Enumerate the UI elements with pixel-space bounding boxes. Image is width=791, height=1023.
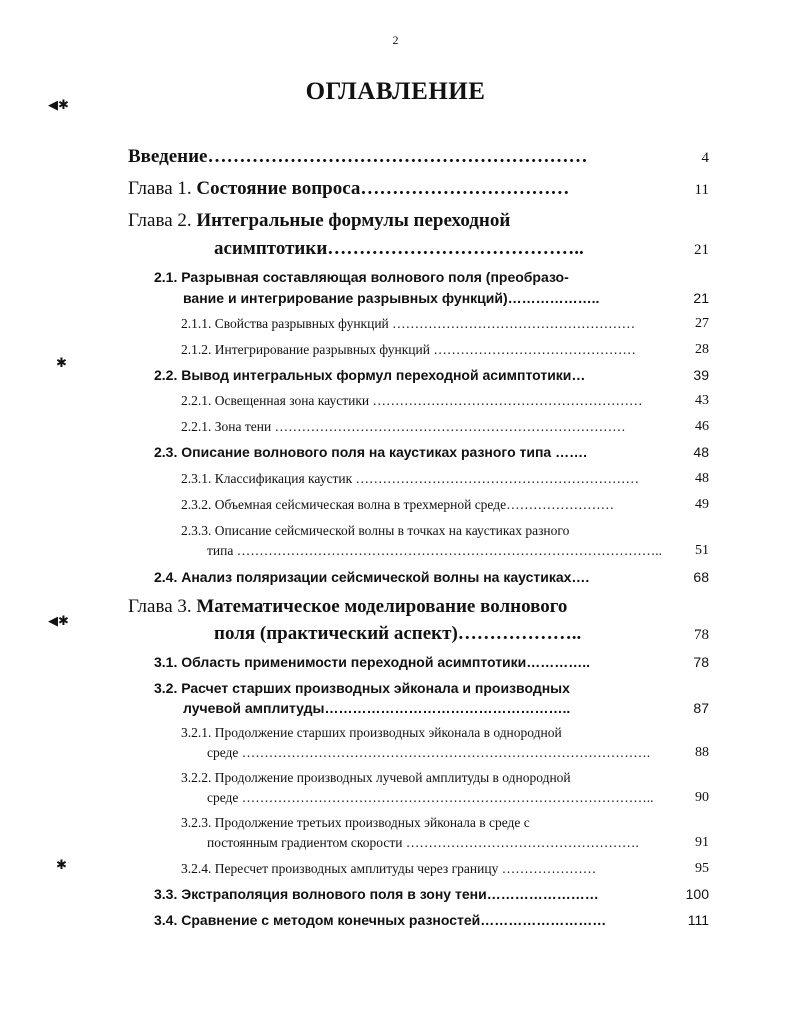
entry-page: 21 (694, 242, 709, 258)
page-number: 2 (392, 33, 399, 47)
entry-label: 2.3.3. Описание сейсмической волны в точках на каустиках разного (181, 523, 570, 538)
entry-label: Интегральные формулы переходной (196, 210, 511, 231)
dot-leader: …………………………………………………… (369, 393, 643, 408)
entry-label: 3.2.2. Продолжение производных лучевой амплитуды в однородной (181, 770, 571, 785)
entry-label: среде (207, 790, 239, 805)
chapter-prefix: Глава 1. (128, 178, 197, 199)
dot-leader: ……………………………………………… (388, 316, 636, 331)
entry-label: 2.3.1. Классификация каустик (181, 471, 353, 486)
entry-label: Состояние вопроса (196, 178, 361, 199)
entry-page: 46 (695, 419, 709, 434)
dot-leader: ………………………………………………………………………………….. (233, 543, 662, 558)
dot-leader: …………………………………………….. (324, 700, 571, 716)
entry-label: типа (207, 543, 234, 558)
margin-mark: ✱ (56, 858, 67, 873)
chapter-prefix: Глава 2. (128, 210, 197, 231)
entry-page: 91 (695, 835, 709, 850)
entry-label: 2.2.1. Освещенная зона каустики (181, 393, 370, 408)
entry-page: 111 (687, 912, 709, 928)
entry-label: 2.1. Разрывная составляющая волнового поля (преобразо- (154, 269, 569, 285)
entry-page: 21 (693, 290, 709, 306)
dot-leader: … (571, 367, 586, 383)
dot-leader: ……. (551, 444, 588, 460)
page-title: ОГЛАВЛЕНИЕ (305, 78, 486, 105)
entry-label: 2.3. Описание волнового поля на каустиках разного типа (154, 444, 552, 460)
entry-page: 87 (693, 700, 709, 716)
dot-leader: …………………… (486, 886, 599, 902)
entry-label: 3.1. Область применимости переходной асимптотики (154, 654, 527, 670)
entry-page: 100 (685, 886, 709, 902)
entry-label: 2.1.1. Свойства разрывных функций (181, 316, 389, 331)
entry-page: 43 (695, 393, 709, 408)
dot-leader: …………………………… (360, 178, 570, 199)
entry-page: 49 (695, 497, 709, 512)
margin-mark: ◀✱ (48, 98, 69, 113)
dot-leader: ……………………… (480, 912, 607, 928)
entry-label: 3.3. Экстраполяция волнового поля в зону тени (154, 886, 487, 902)
entry-label: 2.1.2. Интегрирование разрывных функций (181, 342, 430, 357)
dot-leader: ……………….. (457, 623, 582, 644)
entry-label: 2.2. Вывод интегральных формул переходной асимптотики (154, 367, 572, 383)
entry-label: постоянным градиентом скорости (207, 835, 403, 850)
entry-label: лучевой амплитуды (183, 700, 325, 716)
dot-leader: ……………………………………………. (402, 835, 639, 850)
entry-page: 11 (694, 182, 709, 198)
entry-label: среде (207, 745, 239, 760)
dot-leader: …………………………………………………………………… (271, 419, 626, 434)
entry-label: 2.3.2. Объемная сейсмическая волна в трехмерной среде (181, 497, 507, 512)
entry-page: 88 (695, 745, 709, 760)
entry-label: 2.2.1. Зона тени (181, 419, 272, 434)
dot-leader: ………………… (498, 861, 597, 876)
dot-leader: ………….. (526, 654, 591, 670)
entry-label: 2.4. Анализ поляризации сейсмической волны на каустиках (154, 569, 572, 585)
dot-leader: …………………… (506, 497, 615, 512)
entry-label: Введение (128, 146, 208, 167)
entry-page: 68 (693, 569, 709, 585)
entry-page: 78 (694, 627, 709, 643)
entry-page: 48 (693, 444, 709, 460)
dot-leader: ………………………………………………………………………………. (238, 745, 651, 760)
chapter-prefix: Глава 3. (128, 596, 197, 617)
entry-label: 3.2.3. Продолжение третьих производных эйконала в среде с (181, 815, 530, 830)
entry-page: 39 (693, 367, 709, 383)
entry-page: 27 (695, 316, 709, 331)
dot-leader: ……………………………………………………… (352, 471, 640, 486)
dot-leader: …………………………………………………… (207, 146, 588, 167)
entry-label: поля (практический аспект) (214, 623, 458, 644)
entry-label: асимптотики (214, 238, 328, 259)
entry-page: 28 (695, 342, 709, 357)
entry-label: 3.2.4. Пересчет производных амплитуды через границу (181, 861, 499, 876)
margin-mark: ◀✱ (48, 614, 69, 629)
entry-page: 51 (695, 543, 709, 558)
entry-label: Математическое моделирование волнового (196, 596, 568, 617)
margin-mark: ✱ (56, 356, 67, 371)
dot-leader: ……………….. (507, 290, 600, 306)
entry-page: 48 (695, 471, 709, 486)
dot-leader: ……………………………………………………………………………….. (238, 790, 654, 805)
entry-label: 3.2. Расчет старших производных эйконала и производных (154, 680, 570, 696)
entry-page: 95 (695, 861, 709, 876)
entry-label: 3.4. Сравнение с методом конечных разностей (154, 912, 481, 928)
entry-page: 78 (693, 654, 709, 670)
dot-leader: …. (571, 569, 590, 585)
entry-label: вание и интегрирование разрывных функций) (183, 290, 508, 306)
entry-page: 90 (695, 790, 709, 805)
entry-page: 4 (701, 150, 709, 166)
dot-leader: ……………………………………… (429, 342, 636, 357)
entry-label: 3.2.1. Продолжение старших производных эйконала в однородной (181, 725, 562, 740)
dot-leader: ………………………………….. (327, 238, 584, 259)
